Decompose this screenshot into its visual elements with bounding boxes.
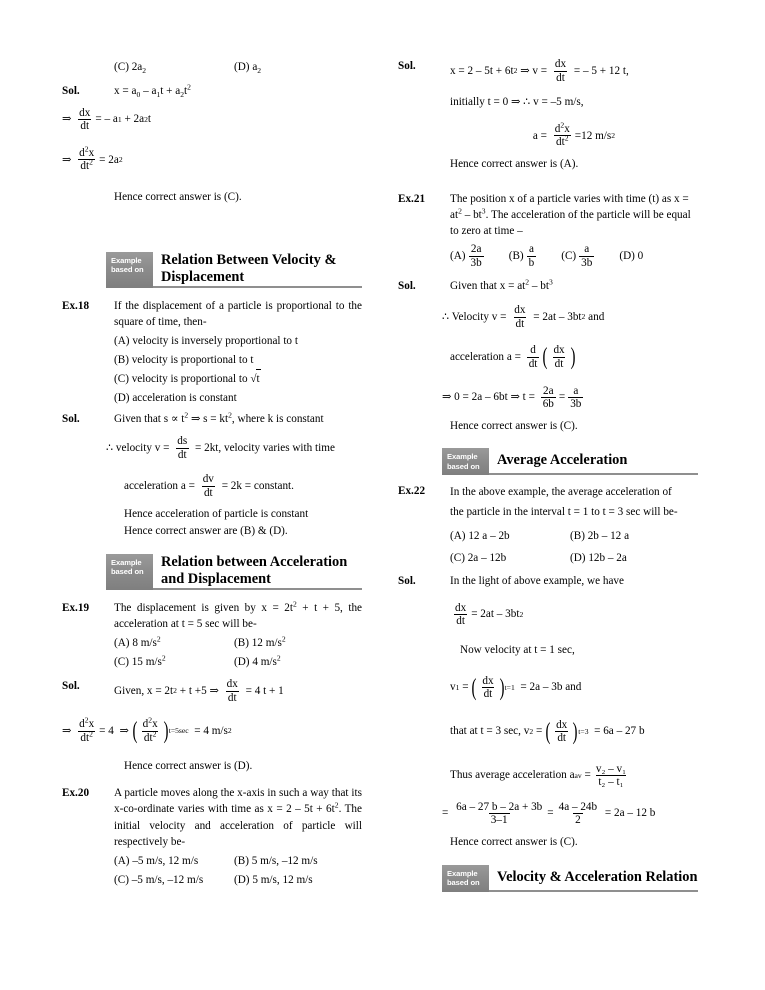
ex22-sol-line6: Thus average acceleration a av = $\frac{\text{v₂ – v₁}}{\text{t₂ – t₁}}$ xyxy=(450,762,627,789)
left-paren: ( xyxy=(132,718,138,745)
ex21-sol-line1: Given that $x = at^2 - bt^3$ xyxy=(450,276,553,292)
fraction-dx-dt: $\frac{dx}{dt}$ xyxy=(554,58,567,84)
section-title-wrap xyxy=(153,554,362,590)
ex20-option-c: (C) –5 m/s, –12 m/s xyxy=(114,874,204,887)
fraction-dx-dt: $\frac{dx}{dt}$ xyxy=(482,674,494,701)
ex21-sol-line3: acceleration a = $\frac{d}{dt}$ ( $\frac{dx}{dt}$ ) xyxy=(450,344,576,371)
ex22-sol-line1: In the light of above example, we have xyxy=(450,575,624,588)
ex20-option-a: (A) –5 m/s, 12 m/s xyxy=(114,855,199,868)
fraction-2a-3b: $\frac{2a}{3b}$ xyxy=(470,243,482,270)
left-paren: ( xyxy=(542,344,548,371)
implies-arrow: ⇒ xyxy=(62,725,72,737)
ex19-sol-line1: Given, x = 2t 2 + t +5 ⇒ $\frac{dx}{dt}$ = 4 t + 1 xyxy=(114,678,284,704)
left-paren: ( xyxy=(471,674,477,701)
ex22-option-a: (A) 12 a – 2b xyxy=(450,529,510,542)
ex19-question xyxy=(62,600,362,632)
ex21-question xyxy=(398,191,698,240)
ex21-sol-line4: ⇒ 0 = 2a – 6bt ⇒ t = $\frac{2a}{6b}$ = $\frac{a}{3b}$ xyxy=(442,384,582,411)
ex17-solution xyxy=(62,83,362,100)
fraction-d2x-dt2: $\frac{d^2x}{dt^2}$ xyxy=(79,715,95,744)
section-title: Velocity & Acceleration Relation xyxy=(497,868,698,885)
ex17-sol-line1: $x = a_0 - a_1t + a_2t^2$ xyxy=(114,82,191,100)
ex19-label: Ex.19 xyxy=(62,601,90,614)
fraction-ds-dt: $\frac{ds}{dt}$ xyxy=(177,434,188,461)
fraction-a-3b: $\frac{a}{3b}$ xyxy=(581,243,593,270)
ex18-options xyxy=(114,332,362,407)
ex20-solution xyxy=(398,58,698,84)
section-header-velocity-acceleration-relation xyxy=(442,865,698,892)
ex17-sol-step1: ⇒ $\frac{dx}{dt}$ = – a 1 + 2a 2 t xyxy=(62,106,152,133)
badge-line-1: Example xyxy=(111,255,142,265)
section-title: Relation Between Velocity & Displacement xyxy=(161,251,337,285)
ex20-options-row2 xyxy=(114,871,362,890)
section-title: Average Acceleration xyxy=(497,452,628,469)
ex20-option-b: (B) 5 m/s, –12 m/s xyxy=(234,855,318,868)
ex18-option-d: (D) acceleration is constant xyxy=(114,391,237,404)
ex21-solution xyxy=(398,278,698,295)
sol-label: Sol. xyxy=(62,85,80,98)
ex19-question-text: The displacement is given by $x = 2t^2 + t + 5$, the acceleration at t = 5 sec will be- xyxy=(114,599,363,630)
ex20-question-text: A particle moves along the x-axis in such a way that its x-co-ordinate varies with time as $x = 2 - 5t + 6t^2$. The initial velocity and acceleration of particle will respectively be- xyxy=(114,787,362,848)
ex17-option-d-sub: 2 xyxy=(257,66,262,76)
section-header-relation-acceleration-displacement xyxy=(106,554,362,590)
fraction-dx-dt: $\frac{dx}{dt}$ xyxy=(455,601,467,628)
ex22-question-text xyxy=(450,483,698,522)
ex17-option-c: (C) $2a_2$ xyxy=(114,61,147,76)
ex19-option-b: (B) 12 $m/s^2$ xyxy=(234,634,286,650)
ex19-conclusion: Hence correct answer is (D). xyxy=(124,760,253,773)
ex22-option-c: (C) 2a – 12b xyxy=(450,552,507,565)
sol-label: Sol. xyxy=(62,413,80,426)
ex18-sol-line2: ∴ velocity v = $\frac{ds}{dt}$ = 2kt, velocity varies with time xyxy=(106,434,335,461)
ex17-sol-step2: ⇒ $\frac{d^2x}{dt^2}$ = 2a 2 xyxy=(62,144,123,173)
example-based-on-badge xyxy=(106,252,153,288)
ex21-option-d: (D) 0 xyxy=(619,250,644,263)
ex22-option-b: (B) 2b – 12 a xyxy=(570,529,630,542)
ex17-options-row xyxy=(114,58,362,77)
fraction-dx-dt: $\frac{dx}{dt}$ xyxy=(553,344,565,371)
ex18-sol-line5: Hence correct answer are (B) & (D). xyxy=(124,524,288,537)
ex18-sol-line4: Hence acceleration of particle is constant xyxy=(124,508,309,521)
badge-line-2: based on xyxy=(111,567,144,577)
fraction-dx-dt: $\frac{dx}{dt}$ xyxy=(226,678,238,704)
ex20-sol-line2: initially t = 0 ⇒ ∴ v = –5 m/s, xyxy=(450,96,584,109)
badge-line-2: based on xyxy=(111,265,144,275)
ex21-conclusion: Hence correct answer is (C). xyxy=(450,419,578,432)
right-paren: ) xyxy=(572,718,578,745)
ex21-option-a: (A) $\frac{2a}{3b}$ xyxy=(450,243,482,270)
sol-label: Sol. xyxy=(398,60,416,72)
fraction-dv-dt: $\frac{dv}{dt}$ xyxy=(202,473,214,499)
left-column xyxy=(62,58,362,890)
right-column xyxy=(398,58,698,902)
implies-arrow: ⇒ xyxy=(62,113,72,126)
ex18-option-c: (C) velocity is proportional to √t xyxy=(114,369,362,388)
ex22-label: Ex.22 xyxy=(398,485,426,498)
ex18-solution xyxy=(62,411,362,428)
fraction-d2x-dt2: $\frac{d^2x}{dt^2}$ xyxy=(554,120,570,149)
ex17-option-c-sub: 2 xyxy=(142,66,147,76)
sol-label: Sol. xyxy=(398,575,416,588)
section-header-relation-velocity-displacement xyxy=(106,252,362,288)
fraction-dx-dt: $\frac{dx}{dt}$ xyxy=(514,304,526,330)
fraction-d2x-dt2: $\frac{d^2x}{dt^2}$ xyxy=(79,144,95,173)
sol-label: Sol. xyxy=(398,279,416,292)
ex19-solution xyxy=(62,678,362,704)
fraction-dx-dt: $\frac{dx}{dt}$ xyxy=(79,106,91,133)
section-title-wrap xyxy=(489,865,698,892)
fraction-d2x-dt2: $\frac{d^2x}{dt^2}$ xyxy=(142,715,158,744)
ex21-label: Ex.21 xyxy=(398,192,426,205)
fraction-dx-dt: $\frac{dx}{dt}$ xyxy=(556,718,568,745)
left-paren: ( xyxy=(545,718,551,745)
ex17-option-d: (D) $a_2$ xyxy=(234,61,262,76)
ex22-options-row2 xyxy=(450,547,698,569)
badge-line-1: Example xyxy=(447,868,478,878)
sol-label: Sol. xyxy=(62,680,80,693)
ex22-question xyxy=(398,483,698,522)
badge-line-2: based on xyxy=(447,461,480,471)
ex18-option-a: (A) velocity is inversely proportional to t xyxy=(114,335,298,348)
fraction-d-dt: $\frac{d}{dt}$ xyxy=(528,344,538,371)
fraction-2a-6b: $\frac{2a}{6b}$ xyxy=(542,384,554,411)
ex22-question-line1: In the above example, the average acceleration of xyxy=(450,486,672,499)
section-header-average-acceleration xyxy=(442,448,698,475)
ex21-option-c: (C) $\frac{a}{3b}$ xyxy=(561,243,593,270)
ex18-question xyxy=(62,298,362,330)
ex22-sol-line4: v 1 = ( $\frac{dx}{dt}$ ) t=1 = 2a – 3b and xyxy=(450,674,582,701)
fraction-delta-v-delta-t: $\frac{\text{v₂ – v₁}}{\text{t₂ – t₁}}$ xyxy=(595,762,627,789)
ex22-solution xyxy=(398,573,698,589)
ex22-sol-line3: Now velocity at t = 1 sec, xyxy=(460,643,575,656)
ex20-option-d: (D) 5 m/s, 12 m/s xyxy=(234,874,313,887)
fraction-simplified: $\frac{4a - 24b}{2}$ xyxy=(558,800,598,827)
ex20-options-row1 xyxy=(114,852,362,871)
section-title-wrap xyxy=(489,448,698,475)
implies-arrow: ⇒ xyxy=(62,153,72,166)
fraction-a-3b: $\frac{a}{3b}$ xyxy=(570,384,582,411)
ex22-option-d: (D) 12b – 2a xyxy=(570,552,627,565)
ex19-option-a: (A) 8 $m/s^2$ xyxy=(114,634,161,650)
ex17-conclusion: Hence correct answer is (C). xyxy=(114,191,242,204)
ex21-options xyxy=(450,243,698,269)
ex20-label: Ex.20 xyxy=(62,787,90,800)
example-based-on-badge xyxy=(442,865,489,892)
ex20-conclusion: Hence correct answer is (A). xyxy=(450,157,579,170)
ex18-sol-line3: acceleration a = $\frac{dv}{dt}$ = 2k = constant. xyxy=(124,473,294,499)
ex22-sol-line7: = $\frac{6a - 27 b - 2a + 3b}{3-1}$ = $\frac{4a - 24b}{2}$ = 2a – 12 b xyxy=(442,800,656,827)
ex22-sol-line2: $\frac{dx}{dt}$ = 2at – 3bt 2 xyxy=(455,601,524,628)
section-title: Relation between Acceleration and Displacement xyxy=(161,553,348,587)
badge-line-1: Example xyxy=(447,452,478,462)
section-title-wrap xyxy=(153,252,362,288)
fraction-a-b: $\frac{a}{b}$ xyxy=(528,243,535,270)
ex19-sol-line2: ⇒ $\frac{d^2x}{dt^2}$ = 4 ⇒ ( $\frac{d^2x}{dt^2}$ ) t=5sec = 4 m/s 2 xyxy=(62,715,232,745)
ex18-label: Ex.18 xyxy=(62,299,90,312)
fraction-expanded: $\frac{6a - 27 b - 2a + 3b}{3-1}$ xyxy=(456,800,543,827)
right-paren: ) xyxy=(163,718,169,745)
implies-arrow: ⇒ xyxy=(119,725,129,737)
ex18-option-b: (B) velocity is proportional to t xyxy=(114,353,254,366)
ex20-question xyxy=(62,785,362,850)
badge-line-2: based on xyxy=(447,878,480,888)
ex22-question-line2: the particle in the interval t = 1 to t = 3 sec will be- xyxy=(450,506,678,519)
right-paren: ) xyxy=(570,344,576,371)
ex18-sol-line1: Given that $s \propto t^2$ ⇒ $s = kt^2$, where k is constant xyxy=(114,410,324,426)
ex21-question-text: The position x of a particle varies with time (t) as $x = at^2 - bt^3$. The acceleration of the particle will be equal to zero at time – xyxy=(450,192,691,238)
ex19-options-row2 xyxy=(114,653,362,672)
ex19-option-d: (D) 4 $m/s^2$ xyxy=(234,653,281,669)
ex19-options-row1 xyxy=(114,634,362,653)
badge-line-1: Example xyxy=(111,557,142,567)
ex21-sol-line2: ∴ Velocity v = $\frac{dx}{dt}$ = 2at – 3bt 2 and xyxy=(442,304,605,330)
right-paren: ) xyxy=(499,674,505,701)
ex19-option-c: (C) 15 $m/s^2$ xyxy=(114,653,166,669)
ex22-options-row1 xyxy=(450,525,698,547)
ex18-question-text: If the displacement of a particle is proportional to the square of time, then- xyxy=(114,299,362,329)
ex20-sol-line3: a = $\frac{d^2x}{dt^2}$ =12 m/s 2 xyxy=(532,120,616,149)
ex21-option-b: (B) $\frac{a}{b}$ xyxy=(508,243,535,270)
ex22-sol-line5: that at t = 3 sec, v 2 = ( $\frac{dx}{dt}$ ) t=3 = 6a – 27 b xyxy=(450,718,645,745)
example-based-on-badge xyxy=(106,554,153,590)
ex20-sol-line1: x = 2 – 5t + 6t 2 ⇒ v = $\frac{dx}{dt}$ = – 5 + 12 t, xyxy=(450,58,629,84)
ex22-conclusion: Hence correct answer is (C). xyxy=(450,835,578,848)
example-based-on-badge xyxy=(442,448,489,475)
